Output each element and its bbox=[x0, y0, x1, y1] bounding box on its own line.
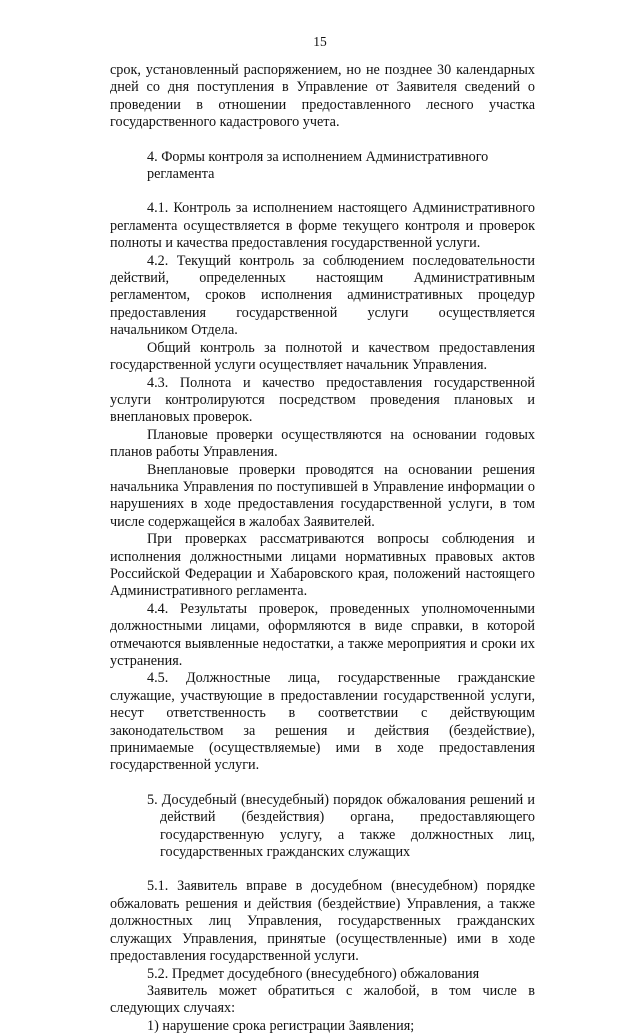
paragraph-4-4: 4.4. Результаты проверок, проведенных уполномоченными должностными лицами, оформляются в виде справки, в которой отмечаются выявленные недостатки, а также мероприятия и сроки их устранения. bbox=[110, 600, 535, 669]
paragraph-4-2: 4.2. Текущий контроль за соблюдением последовательности действий, определенных настоящим Административным регламентом, сроков исполнения административных процедур предоставления государственной услуги осуществляется начальником Отдела. bbox=[110, 252, 535, 339]
paragraph-4-2-general: Общий контроль за полнотой и качеством предоставления государственной услуги осуществляет начальник Управления. bbox=[110, 339, 535, 374]
page-number: 15 bbox=[313, 34, 327, 49]
paragraph-continuation: срок, установленный распоряжением, но не позднее 30 календарных дней со дня поступления в Управление от Заявителя сведений о проведении в отношении предоставленного лесного участка государственного кадастрового учета. bbox=[110, 62, 535, 131]
paragraph-4-3-unplanned: Внеплановые проверки проводятся на основании решения начальника Управления по поступившей в Управление информации о нарушениях в ходе предоставления государственной услуги, в том числе содержащейся в жалобах Заявителей. bbox=[110, 461, 535, 530]
document-body bbox=[110, 62, 535, 1035]
paragraph-4-1: 4.1. Контроль за исполнением настоящего Административного регламента осуществляется в форме текущего контроля и проверок полноты и качества предоставления государственной услуги. bbox=[110, 200, 535, 252]
paragraph-5-2: 5.2. Предмет досудебного (внесудебного) обжалования bbox=[147, 965, 480, 982]
paragraph-4-3: 4.3. Полнота и качество предоставления государственной услуги контролируются посредством проведения плановых и внеплановых проверок. bbox=[110, 374, 535, 426]
paragraph-5-1: 5.1. Заявитель вправе в досудебном (внесудебном) порядке обжаловать решения и действия (бездействие) Управления, а также должностных лиц Управления, государственных гражданских служащих Управления, принятые (осуществленные) ими в ходе предоставления государственной услуги. bbox=[110, 878, 535, 965]
paragraph-4-3-planned: Плановые проверки осуществляются на основании годовых планов работы Управления. bbox=[110, 426, 535, 461]
paragraph-4-5: 4.5. Должностные лица, государственные гражданские служащие, участвующие в предоставлении государственной услуги, несут ответственность в соответствии с действующим законодательством за решения и действия (бездействие), принимаемые (осуществляемые) ими в ходе предоставления государственной услуги. bbox=[110, 670, 535, 774]
paragraph-5-2-item-1: 1) нарушение срока регистрации Заявления; bbox=[147, 1017, 415, 1034]
section-4-heading: 4. Формы контроля за исполнением Административного регламента bbox=[147, 148, 489, 183]
section-5-heading: 5. Досудебный (внесудебный) порядок обжалования решений и действий (бездействия) органа, предоставляющего государственную услугу, а также должностных лиц, государственных гражданских служащих bbox=[147, 791, 535, 861]
paragraph-4-3-inspections: При проверках рассматриваются вопросы соблюдения и исполнения должностными лицами нормативных правовых актов Российской Федерации и Хабаровского края, положений настоящего Административного регламента. bbox=[110, 531, 535, 600]
paragraph-5-2-complaint: Заявитель может обратиться с жалобой, в том числе в следующих случаях: bbox=[110, 982, 535, 1017]
